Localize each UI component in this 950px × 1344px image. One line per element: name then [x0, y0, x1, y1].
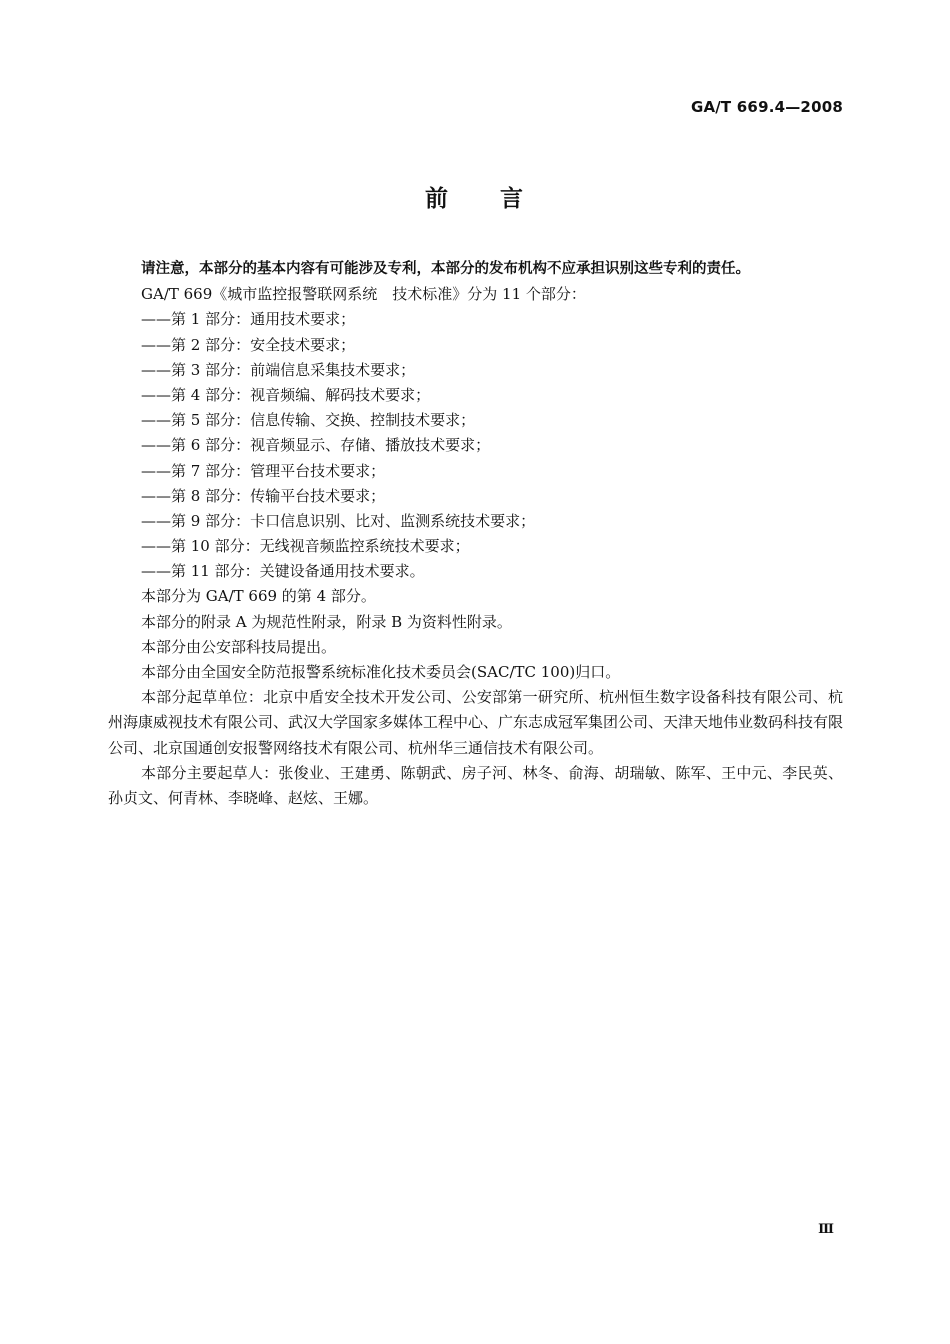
annex-statement: 本部分的附录 A 为规范性附录，附录 B 为资料性附录。: [141, 612, 512, 631]
list-item: ——第 3 部分：前端信息采集技术要求；: [141, 360, 416, 379]
list-item: ——第 5 部分：信息传输、交换、控制技术要求；: [141, 411, 476, 430]
centralized-by-statement: 本部分由全国安全防范报警系统标准化技术委员会(SAC/TC 100)归口。: [141, 663, 621, 681]
page-title: 前 言: [425, 186, 525, 212]
part-statement: 本部分为 GA/T 669 的第 4 部分。: [141, 587, 376, 606]
list-item: ——第 9 部分：卡口信息识别、比对、监测系统技术要求；: [141, 511, 536, 530]
proposer-statement: 本部分由公安部科技局提出。: [141, 637, 337, 656]
list-item: ——第 2 部分：安全技术要求；: [141, 335, 356, 354]
list-item: ——第 7 部分：管理平台技术要求；: [141, 461, 386, 480]
parts-list: [108, 307, 843, 584]
list-item: ——第 1 部分：通用技术要求；: [141, 310, 356, 329]
list-item: ——第 6 部分：视音频显示、存储、播放技术要求；: [141, 436, 491, 455]
drafting-units-paragraph: 本部分起草单位：北京中盾安全技术开发公司、公安部第一研究所、杭州恒生数字设备科技有限公司、杭州海康威视技术有限公司、武汉大学国家多媒体工程中心、广东志成冠军集团公司、天津天地伟业数码科技有限公司、北京国通创安报警网络技术有限公司、杭州华三通信技术有限公司。: [108, 688, 844, 757]
drafters-paragraph: 本部分主要起草人：张俊业、王建勇、陈朝武、房子河、林冬、俞海、胡瑞敏、陈军、王中元、李民英、孙贞文、何青林、李晓峰、赵炫、王娜。: [108, 763, 843, 807]
standard-number: GA/T 669.4—2008: [690, 98, 843, 116]
standard-intro: GA/T 669《城市监控报警联网系统 技术标准》分为 11 个部分：: [141, 285, 586, 304]
list-item: ——第 4 部分：视音频编、解码技术要求；: [141, 385, 431, 404]
document-body: [108, 257, 843, 811]
list-item: ——第 10 部分：无线视音频监控系统技术要求；: [141, 537, 470, 556]
patent-notice: 请注意，本部分的基本内容有可能涉及专利，本部分的发布机构不应承担识别这些专利的责任。: [141, 261, 750, 277]
list-item: ——第 8 部分：传输平台技术要求；: [141, 486, 386, 505]
page-number: Ⅲ: [818, 1222, 834, 1237]
list-item: ——第 11 部分：关键设备通用技术要求。: [141, 562, 425, 581]
